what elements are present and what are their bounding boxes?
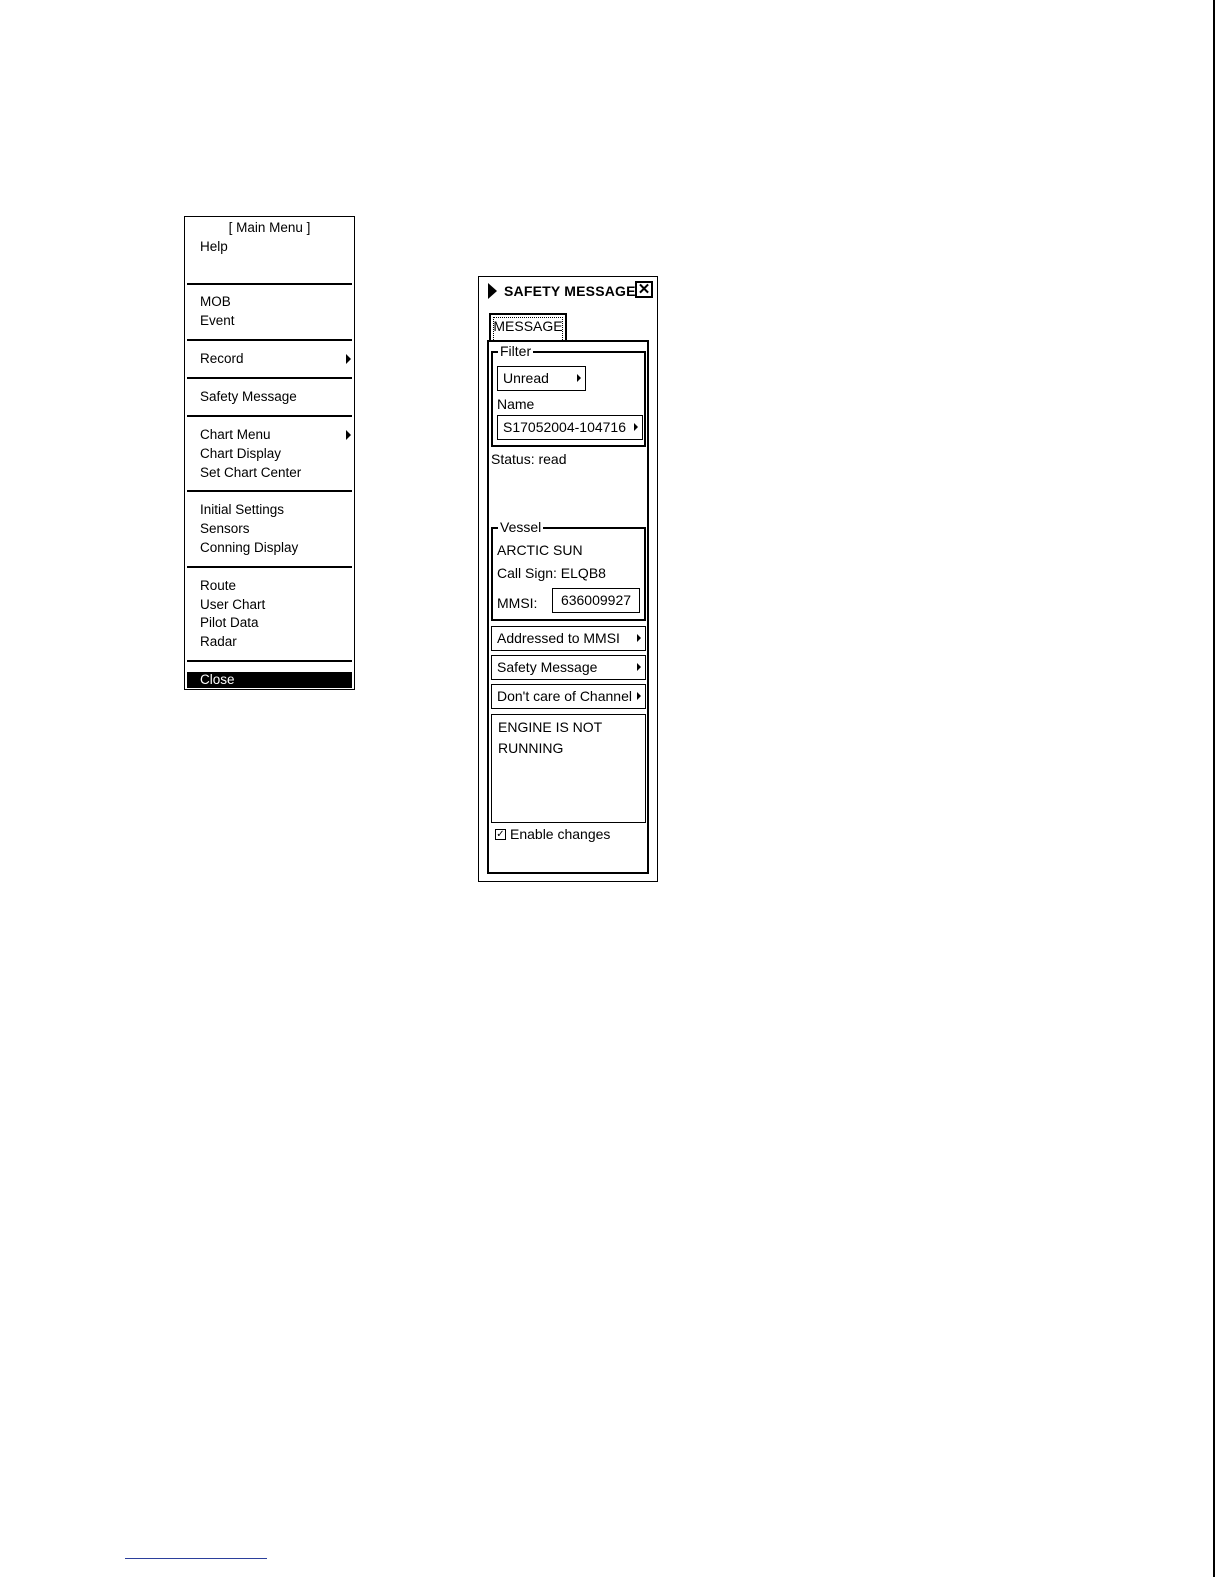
- safety-message-panel: [478, 276, 658, 882]
- status-text: Status: read: [491, 451, 567, 467]
- name-label: Name: [497, 396, 535, 412]
- filter-dropdown-value: Unread: [503, 370, 549, 386]
- channel-dropdown[interactable]: [491, 684, 646, 709]
- tab-message-label: MESSAGE: [493, 318, 563, 334]
- menu-item-pilot-data[interactable]: Pilot Data: [200, 615, 259, 630]
- message-category-dropdown[interactable]: [491, 655, 646, 680]
- menu-item-safety-message[interactable]: Safety Message: [200, 389, 297, 404]
- menu-separator: [187, 490, 352, 492]
- dropdown-arrow-icon: [577, 374, 581, 382]
- addressed-to-mmsi-dropdown[interactable]: [491, 626, 646, 651]
- menu-item-sensors[interactable]: Sensors: [200, 521, 250, 536]
- mmsi-label: MMSI:: [497, 595, 538, 611]
- menu-item-initial-settings[interactable]: Initial Settings: [200, 502, 285, 517]
- menu-item-mob[interactable]: MOB: [200, 294, 231, 309]
- menu-item-conning-display[interactable]: Conning Display: [200, 540, 299, 555]
- menu-item-close[interactable]: Close: [187, 672, 352, 688]
- enable-changes-label: Enable changes: [510, 826, 611, 842]
- filter-legend: Filter: [500, 343, 532, 359]
- menu-item-chart-display[interactable]: Chart Display: [200, 446, 282, 461]
- menu-separator: [187, 566, 352, 568]
- page-edge-line: [1213, 0, 1215, 1577]
- tab-focus-outline: [493, 317, 563, 340]
- menu-separator: [187, 660, 352, 662]
- menu-separator: [187, 339, 352, 341]
- message-line: ENGINE IS NOT: [498, 719, 603, 735]
- menu-separator: [187, 283, 352, 285]
- dropdown-arrow-icon: [634, 423, 638, 431]
- menu-item-record[interactable]: Record: [200, 351, 244, 366]
- menu-item-user-chart[interactable]: User Chart: [200, 597, 266, 612]
- collapse-arrow-icon[interactable]: [488, 283, 497, 299]
- category-dropdown-value: Safety Message: [497, 659, 598, 675]
- channel-dropdown-value: Don't care of Channel: [497, 688, 632, 704]
- submenu-arrow-icon: [346, 430, 351, 440]
- name-dropdown-value: S17052004-104716: [503, 419, 627, 435]
- vessel-name: ARCTIC SUN: [497, 542, 583, 558]
- dropdown-arrow-icon: [637, 663, 641, 671]
- menu-item-route[interactable]: Route: [200, 578, 237, 593]
- enable-changes-checkbox[interactable]: ✓: [496, 829, 505, 840]
- dropdown-arrow-icon: [637, 634, 641, 642]
- dropdown-arrow-icon: [637, 692, 641, 700]
- name-dropdown[interactable]: [497, 415, 643, 440]
- panel-title: SAFETY MESSAGE: [504, 283, 636, 299]
- main-menu: [184, 216, 355, 690]
- menu-item-event[interactable]: Event: [200, 313, 235, 328]
- footer-rule: [125, 1558, 267, 1559]
- menu-item-chart-menu[interactable]: Chart Menu: [200, 427, 271, 442]
- submenu-arrow-icon: [346, 354, 351, 364]
- menu-separator: [187, 377, 352, 379]
- menu-item-set-chart-center[interactable]: Set Chart Center: [200, 465, 302, 480]
- mmsi-field[interactable]: 636009927: [552, 588, 640, 613]
- menu-item-radar[interactable]: Radar: [200, 634, 237, 649]
- vessel-legend: Vessel: [500, 519, 542, 535]
- message-line: RUNNING: [498, 740, 564, 756]
- close-button[interactable]: ✕: [635, 281, 653, 298]
- menu-separator: [187, 415, 352, 417]
- tab-message[interactable]: [489, 313, 567, 340]
- menu-item-help[interactable]: Help: [200, 239, 228, 254]
- vessel-call-sign: Call Sign: ELQB8: [497, 565, 606, 581]
- filter-dropdown[interactable]: [497, 366, 586, 391]
- main-menu-title: [ Main Menu ]: [228, 220, 311, 235]
- message-text-area[interactable]: [491, 714, 646, 823]
- addressed-dropdown-value: Addressed to MMSI: [497, 630, 620, 646]
